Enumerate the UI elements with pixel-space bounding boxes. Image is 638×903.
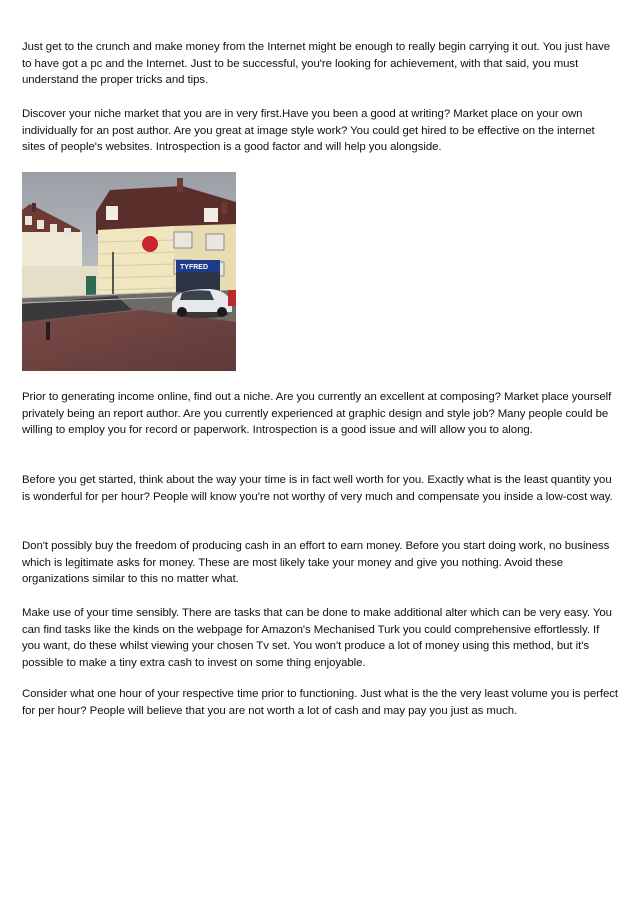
paragraph: Discover your niche market that you are in very first.Have you been a good at writing? Market place on your own individually for an post author. Are you great at image style work? You could get hired to be effective on the internet sites of people's websites. Introspection is a good factor and will help you alongside. [22,108,595,154]
street-corner-photo [22,172,236,371]
paragraph: Consider what one hour of your respective time prior to functioning. Just what is the the very least volume you is perfect for per hour? People will believe that you are not worth a lot of cash and may pay you just as much. [22,688,619,717]
paragraph: Make use of your time sensibly. There are tasks that can be done to make additional alter which can be very easy. You can find tasks like the kinds on the webpage for Amazon's Mechanised Turk you could comprehensive effortlessly. If you want, do these whilst viewing your chosen Tv set. You won't produce a lot of money using this method, but it's possible to make a tiny extra cash to invest on some thing enjoyable. [22,607,612,669]
paragraph: Don't possibly buy the freedom of producing cash in an effort to earn money. Before you start doing work, no business which is legitimate asks for money. These are most likely take your money and give you nothing. Avoid these organizations similar to this no matter what. [22,540,610,586]
shop-sign: TYFRED [180,264,208,271]
paragraph: Before you get started, think about the way your time is in fact well worth for you. Exactly what is the least quantity you is wonderful for per hour? People will know you're not worthy of very much and compensate you inside a low-cost way. [22,474,613,503]
paragraph: Prior to generating income online, find out a niche. Are you currently an excellent at composing? Market place yourself privately being an report author. Are you currently experienced at graphic design and style job? Many people could be willing to employ you for record or paperwork. Introspection is a good issue and will allow you to along. [22,391,612,437]
paragraph: Just get to the crunch and make money from the Internet might be enough to really begin carrying it out. You just have to have got a pc and the Internet. Just to be successful, you're looking for achievement, with that said, you must understand the proper tricks and tips. [22,41,611,87]
